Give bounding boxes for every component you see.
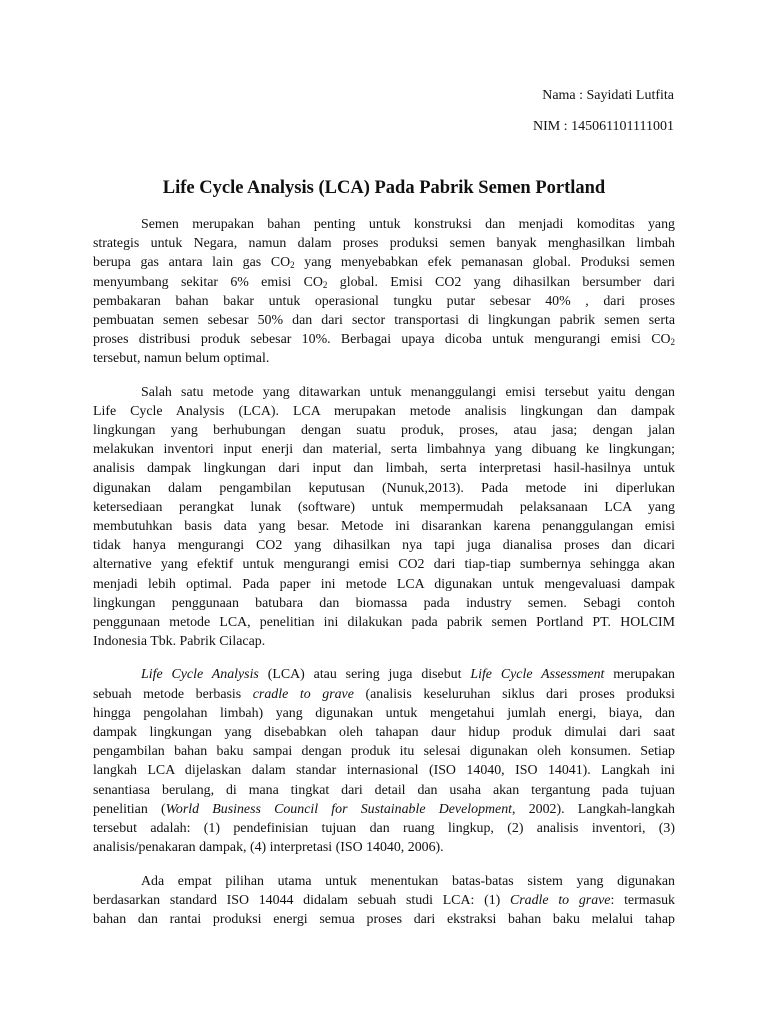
text-run: tersebut, namun belum optimal. [93,351,270,367]
text-run: lingkungan penggunaan batubara dan biomassa pada industry semen. Sebagi contoh [93,595,675,611]
text-line [93,594,675,613]
text-run: sebuah metode berbasis [93,686,253,702]
text-line [93,421,675,440]
student-id: NIM : 145061101111001 [532,119,674,134]
text-run: yang menyebabkan efek pemanasan global. Produksi semen [294,255,675,271]
text-line [93,479,675,498]
text-line [93,311,675,330]
paragraph [93,872,675,930]
text-run: (LCA) atau sering juga disebut [258,667,471,683]
text-line [93,575,675,594]
text-run: menyumbang sekitar 6% emisi CO [93,274,323,290]
text-line [93,872,675,891]
text-line [93,742,675,761]
text-run: menjadi lebih optimal. Pada paper ini metode LCA digunakan untuk mengevaluasi dampak [93,576,675,592]
text-run: strategis untuk Negara, namun dalam proses produksi semen banyak menghasilkan limbah [93,236,675,252]
text-run: Ada empat pilihan utama untuk menentukan batas-batas sistem yang digunakan [141,873,675,889]
text-run: berupa gas antara lain gas CO [93,255,291,271]
text-run: merupakan [604,667,675,683]
text-run: tidak hanya mengurangi CO2 yang dihasilkan nya tapi juga dianalisa proses dan dicari [93,538,675,554]
text-run: analisis/penakaran dampak, (4) interpretasi (ISO 14040, 2006). [93,840,444,856]
text-run: digunakan dalam pengambilan keputusan (Nunuk,2013). Pada metode ini diperlukan [93,480,675,496]
text-line [93,704,675,723]
text-run: Salah satu metode yang ditawarkan untuk menanggulangi emisi tersebut yaitu dengan [141,384,675,400]
text-line [93,613,675,632]
text-line [93,517,675,536]
text-line [93,800,675,819]
text-line [93,234,675,253]
text-run: Life Cycle Analysis (LCA). LCA merupakan metode analisis lingkungan dan dampak [93,403,675,419]
italic-term: Life Cycle Analysis [141,667,259,683]
text-run: alternative yang efektif untuk mengurangi emisi CO2 dari tiap-tiap sumbernya sehingga akan [93,557,675,573]
text-run: Indonesia Tbk. Pabrik Cilacap. [93,634,266,650]
subscript: 2 [670,337,675,348]
text-run: proses distribusi produk sebesar 10%. Berbagai upaya dicoba untuk mengurangi emisi CO [93,332,671,348]
text-run: pembakaran bahan bakar untuk operasional tungku putar sebesar 40% , dari proses [93,293,675,309]
text-run: global. Emisi CO2 yang dihasilkan bersumber dari [327,274,675,290]
text-line [93,349,675,368]
text-run: berdasarkan standard ISO 14044 didalam sebuah studi LCA: (1) [93,892,510,908]
text-run: pembuatan semen sebesar 50% dan dari sector transportasi di lingkungan pabrik semen serta [93,313,675,329]
text-line [93,632,675,651]
text-line [93,459,675,478]
text-line [93,781,675,800]
italic-term: cradle to grave [252,686,354,702]
subscript: 2 [290,260,295,271]
text-run: analisis dampak lingkungan dari input dan limbah, serta interpretasi hasil-hasilnya untuk [93,461,675,477]
text-line [93,273,675,292]
text-run: hingga pengolahan limbah) yang digunakan untuk mengetahui jumlah energi, biaya, dan [93,705,675,721]
text-run: langkah LCA dijelaskan dalam standar internasional (ISO 14040, ISO 14041). Langkah ini [93,763,675,779]
text-run: lingkungan yang berhubungan dengan suatu produk, proses, atau jasa; dengan jalan [93,423,675,439]
text-line [93,292,675,311]
text-run: membutuhkan basis data yang besar. Metode ini disarankan karena penanggulangan emisi [93,519,675,535]
text-run: , 2002). Langkah-langkah [512,801,675,817]
text-line [93,891,675,910]
text-run: tersebut adalah: (1) pendefinisian tujuan dan ruang lingkup, (2) analisis inventori, (3) [93,821,675,837]
text-run: : termasuk [610,892,675,908]
text-line [93,761,675,780]
text-line [93,536,675,555]
paragraph [93,215,675,369]
text-run: ketersediaan perangkat lunak (software) untuk mempermudah pelaksanaan LCA yang [93,499,675,515]
text-line [93,685,675,704]
text-line [93,440,675,459]
author-name: Nama : Sayidati Lutfita [542,88,674,103]
italic-term: Life Cycle Assessment [470,667,605,683]
text-run: senantiasa berulang, di mana tingkat dari detail dan usaha akan tergantung pada tujuan [93,782,675,798]
subscript: 2 [322,279,328,290]
text-line [93,215,675,234]
text-run: Semen merupakan bahan penting untuk konstruksi dan menjadi komoditas yang [141,217,675,232]
text-line [93,723,675,742]
paragraph [93,383,675,652]
text-run: penelitian ( [93,801,166,817]
text-run: penggunaan metode LCA, penelitian ini dilakukan pada pabrik semen Portland PT. HOLCIM [93,615,675,631]
text-run: pengambilan bahan baku sampai dengan produk itu selesai digunakan oleh konsumen. Setiap [93,744,675,760]
text-line [93,253,675,272]
italic-term: World Business Council for Sustainable Development [165,801,513,817]
text-line [93,402,675,421]
text-line [93,819,675,838]
text-line [93,498,675,517]
document-title: Life Cycle Analysis (LCA) Pada Pabrik Semen Portland [162,178,606,198]
text-run: dampak lingkungan yang disebabkan oleh tahapan daur hidup produk dimulai dari saat [93,725,675,741]
text-line [93,555,675,574]
text-line [93,838,675,857]
text-run: bahan dan rantai produksi energi semua proses dari ekstraksi bahan baku melalui tahap [93,911,675,927]
text-line [93,665,675,684]
text-run: (analisis keseluruhan siklus dari proses produksi [353,686,675,702]
document-body [93,215,675,943]
text-line [93,330,675,349]
italic-term: Cradle to grave [510,892,611,908]
text-line [93,383,675,402]
paragraph [93,665,675,857]
text-run: melakukan inventori input enerji dan material, serta limbahnya yang dibuang ke lingkungan; [93,442,675,458]
text-line [93,910,675,929]
